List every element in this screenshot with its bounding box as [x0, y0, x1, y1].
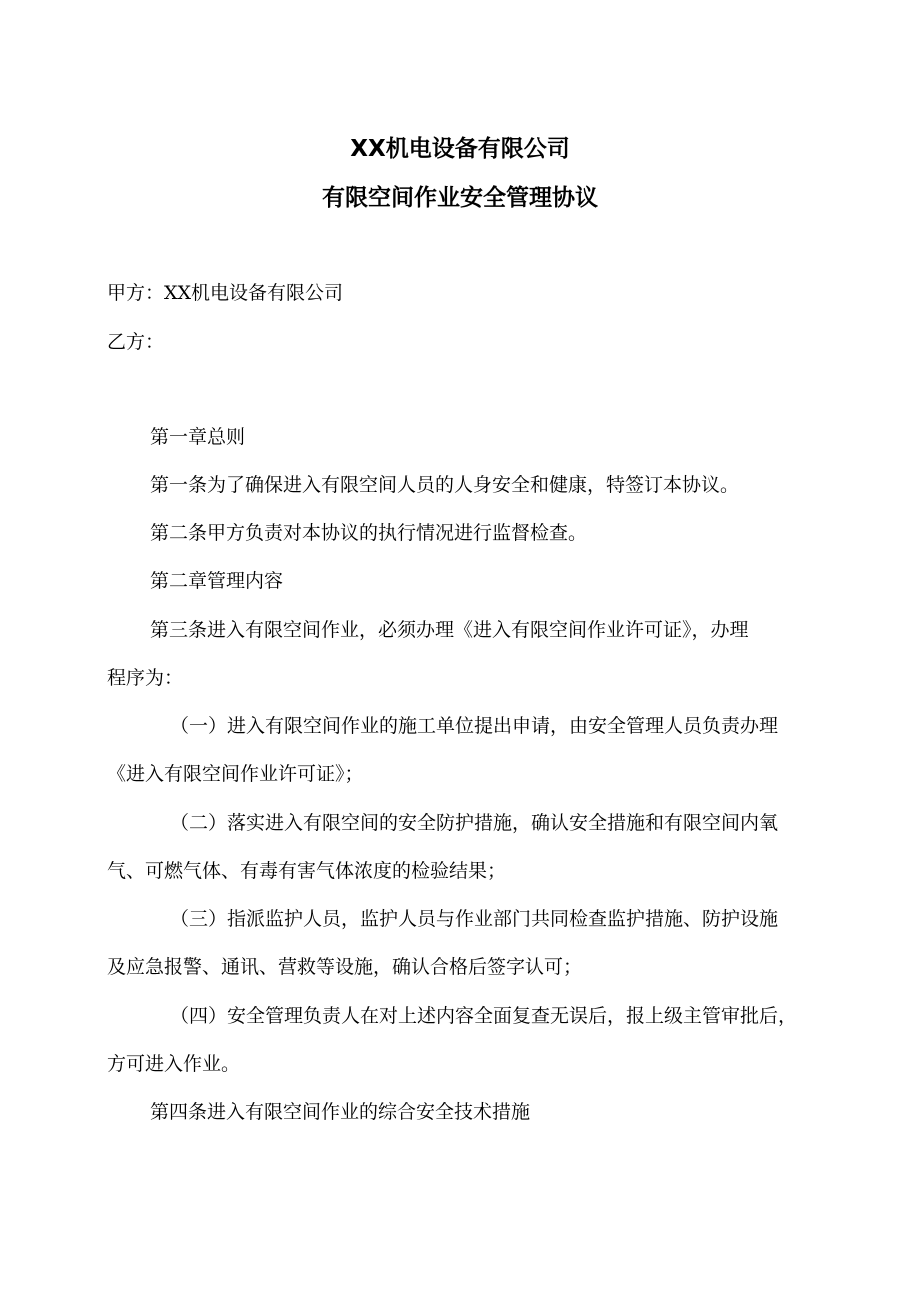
item-2-line-1: （二）落实进入有限空间的安全防护措施，确认安全措施和有限空间内氧	[170, 812, 779, 834]
item-1-line-1: （一）进入有限空间作业的施工单位提出申请，由安全管理人员负责办理	[170, 715, 779, 737]
chapter-1-heading: 第一章总则	[150, 426, 246, 448]
item-4-line-2: 方可进入作业。	[107, 1053, 241, 1075]
party-b-line: 乙方：	[107, 331, 165, 353]
article-3-line-1: 第三条进入有限空间作业，必须办理《进入有限空间作业许可证》，办理	[150, 619, 749, 641]
article-4: 第四条进入有限空间作业的综合安全技术措施	[150, 1101, 531, 1123]
article-3-line-2: 程序为：	[107, 667, 184, 689]
item-4-line-1: （四）安全管理负责人在对上述内容全面复查无误后，报上级主管审批后，	[170, 1005, 798, 1027]
chapter-2-heading: 第二章管理内容	[150, 570, 284, 592]
article-2: 第二条甲方负责对本协议的执行情况进行监督检查。	[150, 522, 588, 544]
item-3-line-2: 及应急报警、通讯、营救等设施，确认合格后签字认可；	[107, 956, 583, 978]
item-1-line-2: 《进入有限空间作业许可证》；	[107, 763, 364, 785]
document-title-agreement: 有限空间作业安全管理协议	[322, 185, 598, 211]
article-1: 第一条为了确保进入有限空间人员的人身安全和健康，特签订本协议。	[150, 474, 740, 496]
item-2-line-2: 气、可燃气体、有毒有害气体浓度的检验结果；	[107, 860, 507, 882]
party-a-line: 甲方：XX机电设备有限公司	[107, 282, 344, 304]
document-title-company: XX机电设备有限公司	[350, 136, 570, 162]
item-3-line-1: （三）指派监护人员，监护人员与作业部门共同检查监护措施、防护设施	[170, 908, 779, 930]
